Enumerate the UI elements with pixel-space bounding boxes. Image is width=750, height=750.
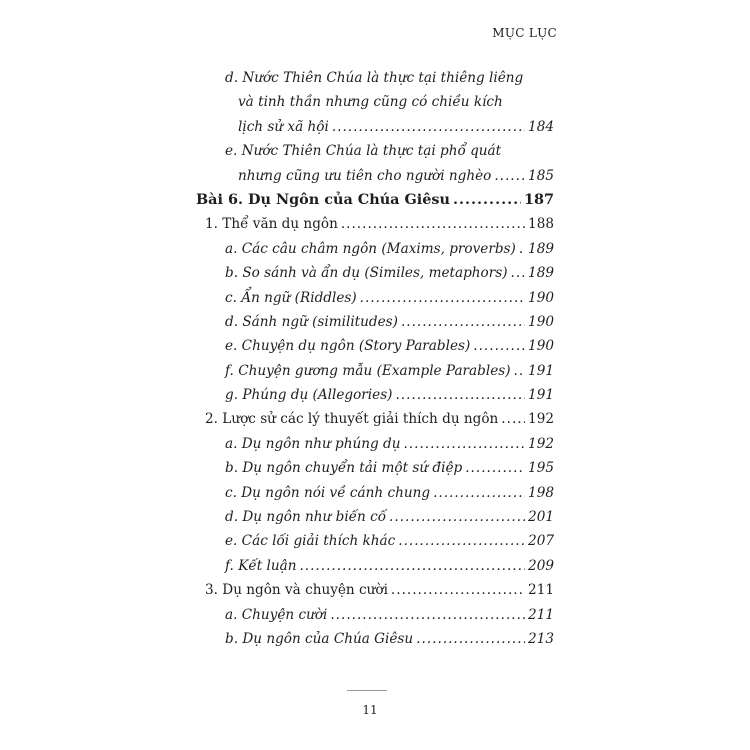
toc-entry-page: 189	[528, 240, 554, 257]
dot-leader	[453, 188, 521, 212]
toc-entry-page: 187	[523, 190, 554, 208]
toc-entry-page: 185	[528, 167, 554, 184]
toc-entry	[196, 359, 554, 383]
running-header: MỤC LỤC	[492, 26, 557, 40]
dot-leader	[514, 359, 526, 383]
toc-entry	[196, 212, 554, 236]
footer-divider	[347, 690, 387, 691]
toc-entry-title: a. Chuyện cười	[225, 606, 328, 623]
toc-entry	[196, 115, 554, 139]
dot-leader	[511, 261, 526, 285]
toc-entry	[196, 90, 554, 114]
toc-entry-page: 192	[528, 435, 554, 452]
dot-leader	[341, 212, 525, 236]
dot-leader	[465, 456, 525, 480]
dot-leader	[416, 627, 525, 651]
toc-entry-title: 1. Thể văn dụ ngôn	[205, 216, 338, 233]
toc-entry-title: f. Kết luận	[225, 557, 297, 574]
toc-entry-title: lịch sử xã hội	[238, 118, 329, 135]
dot-leader	[501, 407, 525, 431]
toc-entry-page: 198	[528, 484, 554, 501]
toc-entry-page: 209	[528, 557, 554, 574]
toc-entry	[196, 139, 554, 163]
toc-entry-page: 192	[528, 411, 554, 428]
toc-entry-page: 207	[528, 533, 554, 550]
toc-entry	[196, 383, 554, 407]
toc-entry-page: 195	[528, 460, 554, 477]
toc-entry-page: 211	[528, 582, 554, 599]
dot-leader	[332, 115, 525, 139]
dot-leader	[391, 578, 525, 602]
dot-leader	[360, 286, 525, 310]
dot-leader	[395, 383, 525, 407]
toc-entry-page: 213	[528, 630, 554, 647]
toc-entry-page: 184	[528, 118, 554, 135]
dot-leader	[433, 481, 525, 505]
toc-entry	[196, 188, 554, 212]
toc-entry-title: e. Các lối giải thích khác	[225, 533, 396, 550]
toc-entry-page: 190	[528, 338, 554, 355]
toc-entry-page: 211	[528, 606, 554, 623]
toc-entry	[196, 237, 554, 261]
toc-entry-title: b. Dụ ngôn chuyển tải một sứ điệp	[225, 460, 463, 477]
toc-entry	[196, 334, 554, 358]
toc-entry-title: d. Dụ ngôn như biến cố	[225, 509, 387, 526]
dot-leader	[519, 237, 525, 261]
toc-entry-title: e. Nước Thiên Chúa là thực tại phổ quát	[225, 143, 502, 160]
toc-entry	[196, 578, 554, 602]
toc-entry-title: c. Dụ ngôn nói về cánh chung	[225, 484, 431, 501]
toc-entry-title: 3. Dụ ngôn và chuyện cười	[205, 582, 388, 599]
toc-entry-title: b. Dụ ngôn của Chúa Giêsu	[225, 630, 414, 647]
toc-entry	[196, 627, 554, 651]
toc-entry-title: d. Sánh ngữ (similitudes)	[225, 313, 398, 330]
dot-leader	[389, 505, 525, 529]
toc-entry	[196, 310, 554, 334]
dot-leader	[398, 529, 525, 553]
toc-entry	[196, 456, 554, 480]
toc-entry-title: và tinh thần nhưng cũng có chiều kích	[238, 94, 503, 111]
toc-entry	[196, 66, 554, 90]
dot-leader	[299, 554, 525, 578]
toc-entry	[196, 261, 554, 285]
toc-entry-title: c. Ẩn ngữ (Riddles)	[225, 289, 357, 306]
dot-leader	[330, 603, 525, 627]
toc-entry	[196, 481, 554, 505]
toc-entry-title: e. Chuyện dụ ngôn (Story Parables)	[225, 338, 471, 355]
toc-entry-title: d. Nước Thiên Chúa là thực tại thiêng liêng	[225, 70, 524, 86]
toc-entry-title: b. So sánh và ẩn dụ (Similes, metaphors)	[225, 265, 508, 282]
toc-entry-title: 2. Lược sử các lý thuyết giải thích dụ ngôn	[205, 411, 499, 428]
toc-entry-page: 190	[528, 313, 554, 330]
toc-entry	[196, 554, 554, 578]
toc-entry	[196, 432, 554, 456]
table-of-contents	[196, 66, 554, 651]
toc-entry-title: a. Dụ ngôn như phúng dụ	[225, 435, 401, 452]
toc-entry-page: 191	[528, 362, 554, 379]
toc-entry-page: 191	[528, 387, 554, 404]
toc-entry	[196, 164, 554, 188]
toc-entry-title: f. Chuyện gương mẫu (Example Parables)	[225, 362, 511, 379]
toc-entry	[196, 505, 554, 529]
toc-entry-title: a. Các câu châm ngôn (Maxims, proverbs)	[225, 240, 516, 257]
dot-leader	[403, 432, 525, 456]
toc-entry-page: 189	[528, 265, 554, 282]
toc-entry	[196, 407, 554, 431]
toc-entry	[196, 529, 554, 553]
page-number: 11	[362, 703, 378, 717]
dot-leader	[401, 310, 525, 334]
toc-entry-page: 201	[528, 509, 554, 526]
toc-entry-page: 190	[528, 289, 554, 306]
toc-entry-title: g. Phúng dụ (Allegories)	[225, 387, 393, 404]
toc-entry-title: nhưng cũng ưu tiên cho người nghèo	[238, 167, 492, 184]
dot-leader	[494, 164, 525, 188]
dot-leader	[473, 334, 525, 358]
toc-entry	[196, 286, 554, 310]
toc-entry-title: Bài 6. Dụ Ngôn của Chúa Giêsu	[196, 190, 450, 208]
toc-entry	[196, 603, 554, 627]
toc-entry-page: 188	[528, 216, 554, 233]
